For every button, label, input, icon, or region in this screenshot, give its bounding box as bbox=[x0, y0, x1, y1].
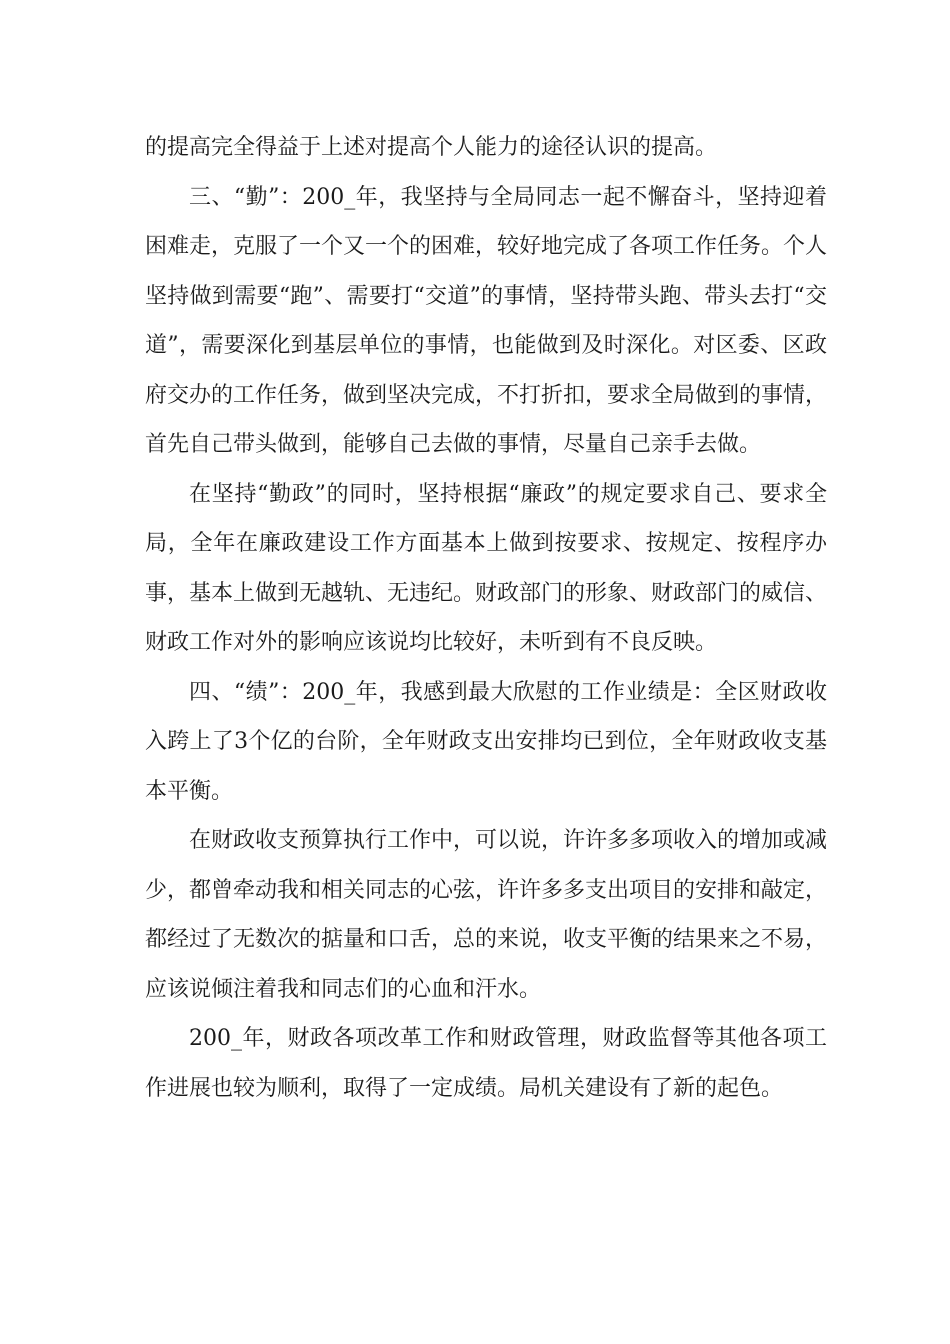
paragraph-reform-progress: 200_年，财政各项改革工作和财政管理，财政监督等其他各项工作进展也较为顺利，取得了一定成绩。局机关建设有了新的起色。 bbox=[145, 1026, 827, 1101]
document-page bbox=[145, 123, 827, 1113]
paragraph-achievements: 四、“绩”：200_年，我感到最大欣慰的工作业绩是：全区财政收入跨上了3个亿的台阶，全年财政支出安排均已到位，全年财政收支基本平衡。 bbox=[145, 679, 827, 804]
paragraph-integrity: 在坚持“勤政”的同时，坚持根据“廉政”的规定要求自己、要求全局，全年在廉政建设工作方面基本上做到按要求、按规定、按程序办事，基本上做到无越轨、无违纪。财政部门的形象、财政部门的威信、财政工作对外的影响应该说均比较好，未听到有不良反映。 bbox=[145, 481, 828, 655]
paragraph-budget-execution: 在财政收支预算执行工作中，可以说，许许多多项收入的增加或减少，都曾牵动我和相关同志的心弦，许许多多支出项目的安排和敲定，都经过了无数次的掂量和口舌，总的来说，收支平衡的结果来之不易，应该说倾注着我和同志们的心血和汗水。 bbox=[145, 828, 828, 1002]
paragraph-diligence: 三、“勤”：200_年，我坚持与全局同志一起不懈奋斗，坚持迎着困难走，克服了一个又一个的困难，较好地完成了各项工作任务。个人坚持做到需要“跑”、需要打“交道”的事情，坚持带头跑、带头去打“交道”，需要深化到基层单位的事情，也能做到及时深化。对区委、区政府交办的工作任务，做到坚决完成，不打折扣，要求全局做到的事情，首先自己带头做到，能够自己去做的事情，尽量自己亲手去做。 bbox=[145, 184, 828, 457]
paragraph-continuation: 的提高完全得益于上述对提高个人能力的途径认识的提高。 bbox=[145, 135, 718, 160]
